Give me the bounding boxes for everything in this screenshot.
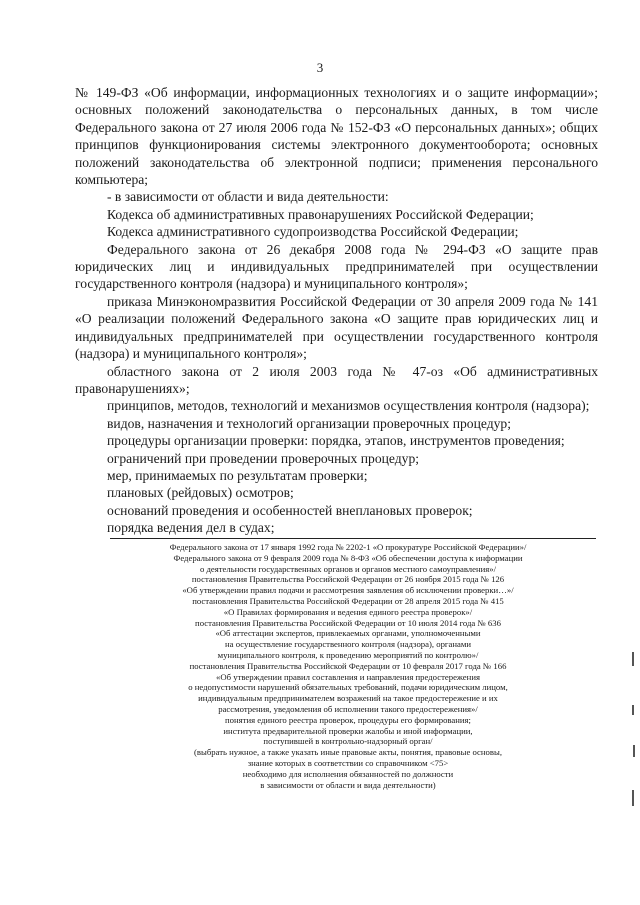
page-number: 3 — [316, 60, 324, 75]
paragraph: принципов, методов, технологий и механизмов осуществления контроля (надзора); — [107, 398, 590, 414]
paragraph: Кодекса административного судопроизводства Российской Федерации; — [107, 224, 519, 240]
paragraph-continuation: № 149-ФЗ «Об информации, информационных технологиях и о защите информации»; основных положений законодательства о персональных данных, в том числе Федерального закона от 27 июля 2006 года № 152-ФЗ «О персональных данных»; общих принципов функционирования системы электронного документооборота; основных положений законодательства об электронной подписи; применения персонального компьютера; — [75, 85, 598, 188]
paragraph: видов, назначения и технологий организации проверочных процедур; — [107, 415, 511, 431]
paragraph: областного закона от 2 июля 2003 года № 47-оз «Об административных правонарушениях»; — [75, 363, 598, 396]
annotation-line: понятия единого реестра проверок, процедуры его формирования; — [225, 714, 471, 725]
annotation-line: (выбрать нужное, а также указать иные правовые акты, понятия, правовые основы, — [194, 747, 502, 758]
annotation-line: постановления Правительства Российской Федерации от 10 февраля 2017 года № 166 — [189, 660, 507, 671]
annotation-block — [108, 542, 588, 790]
paragraph: мер, принимаемых по результатам проверки; — [107, 467, 368, 483]
annotation-line: постановления Правительства Российской Федерации от 26 ноября 2015 года № 126 — [191, 574, 505, 585]
annotation-line: в зависимости от области и вида деятельности) — [260, 779, 436, 790]
scan-edge-mark — [633, 745, 635, 757]
paragraph: - в зависимости от области и вида деятельности: — [107, 189, 389, 205]
annotation-line: института предварительной проверки жалобы и иной информации, — [223, 725, 473, 736]
annotation-line: постановления Правительства Российской Федерации от 28 апреля 2015 года № 415 — [192, 595, 504, 606]
scan-edge-mark — [632, 652, 634, 666]
paragraph: процедуры организации проверки: порядка, этапов, инструментов проведения; — [107, 433, 565, 449]
paragraph: ограничений при проведении проверочных процедур; — [107, 450, 420, 466]
paragraph: Кодекса об административных правонарушениях Российской Федерации; — [107, 206, 534, 222]
annotation-line: рассмотрения, уведомления об исполнении такого предостережения»/ — [218, 703, 478, 714]
annotation-line: Федерального закона от 9 февраля 2009 года № 8-ФЗ «Об обеспечении доступа к информации — [173, 552, 523, 563]
annotation-line: «О Правилах формирования и ведения единого реестра проверок»/ — [223, 606, 473, 617]
annotation-line: индивидуальным предпринимателем возражений на такое предостережение и их — [198, 693, 498, 704]
scan-edge-mark — [632, 790, 634, 806]
annotation-line: поступившей в контрольно-надзорный орган/ — [263, 736, 433, 747]
paragraph: Федерального закона от 26 декабря 2008 года № 294-ФЗ «О защите прав юридических лиц и индивидуальных предпринимателей при осуществлении государственного контроля (надзора) и муниципального контроля»; — [75, 241, 598, 292]
paragraph: приказа Минэкономразвития Российской Федерации от 30 апреля 2009 года № 141 «О реализации положений Федерального закона «О защите прав юридических лиц и индивидуальных предпринимателей при осуществлении государственного контроля (надзора) и муниципального контроля»; — [75, 293, 598, 362]
annotation-line: постановления Правительства Российской Федерации от 10 июля 2014 года № 636 — [195, 617, 501, 628]
annotation-line: знание которых в соответствии со справочником <75> — [247, 757, 449, 768]
scan-edge-mark — [632, 705, 634, 715]
paragraph: оснований проведения и особенностей внеплановых проверок; — [107, 502, 473, 518]
paragraph: плановых (рейдовых) осмотров; — [107, 485, 294, 501]
annotation-line: о деятельности государственных органов и органов местного самоуправления»/ — [199, 563, 497, 574]
annotation-line: Федерального закона от 17 января 1992 года № 2202-1 «О прокуратуре Российской Федерации»/ — [169, 542, 527, 552]
paragraph: порядка ведения дел в судах; — [107, 520, 275, 536]
fill-in-line — [110, 538, 596, 539]
main-text — [75, 84, 598, 537]
annotation-line: «Об аттестации экспертов, привлекаемых органами, уполномоченными — [215, 628, 481, 639]
annotation-line: «Об утверждении правил подачи и рассмотрения заявления об исключении проверки…»/ — [182, 585, 514, 596]
annotation-line: «Об утверждении правил составления и направления предостережения — [216, 671, 480, 682]
annotation-line: о недопустимости нарушений обязательных требований, подачи юридическим лицом, — [188, 682, 508, 693]
annotation-line: на осуществление государственного контроля (надзора), органами — [225, 639, 471, 650]
annotation-line: муниципального контроля, к проведению мероприятий по контролю»/ — [217, 649, 479, 660]
annotation-line: необходимо для исполнения обязанностей по должности — [242, 768, 454, 779]
